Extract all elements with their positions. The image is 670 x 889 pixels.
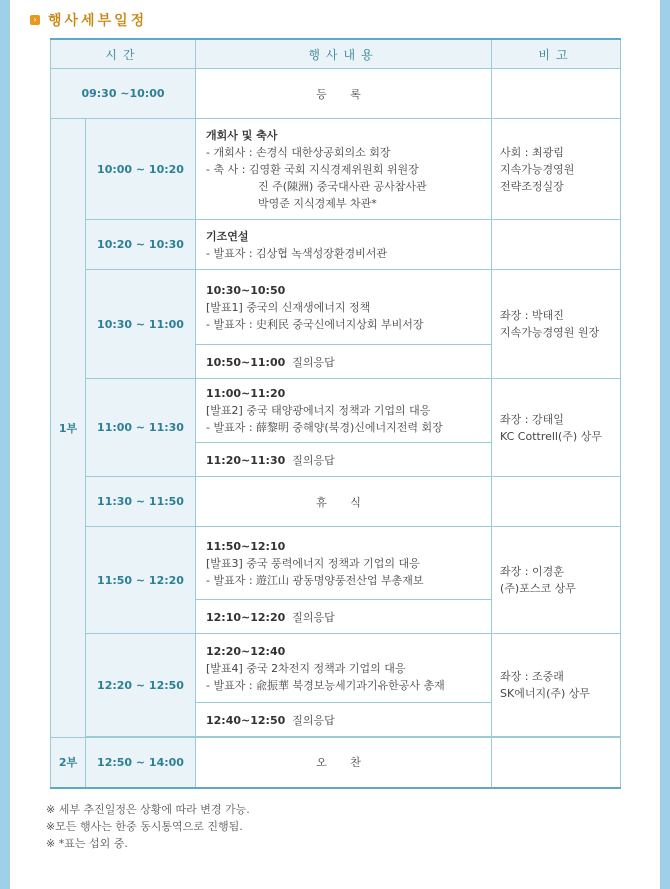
session-subtime: 11:00~11:20	[206, 387, 286, 400]
qa-label: 질의응답	[292, 453, 335, 467]
note-line: KC Cottrell(주) 상무	[500, 429, 602, 443]
session-note	[492, 270, 621, 379]
session-time: 10:20 ~ 10:30	[86, 220, 196, 270]
session-line: - 발표자 : 史利民 중국신에너지상회 부비서장	[206, 317, 424, 331]
session-line: [발표1] 중국의 신재생에너지 정책	[206, 300, 371, 314]
note-line: 좌장 : 강태일	[500, 412, 564, 426]
note-line: 전략조정실장	[500, 179, 564, 193]
session-note	[492, 738, 621, 788]
session-note	[492, 634, 621, 737]
session-line: 박영준 지식경제부 차관*	[258, 196, 377, 210]
qa-label: 질의응답	[292, 713, 335, 727]
session-subtime: 11:50~12:10	[206, 539, 286, 553]
session-note	[492, 379, 621, 477]
chevron-right-icon: ›	[30, 15, 40, 25]
session-line: - 발표자 : 兪振華 북경보능세기과기유한공사 총재	[206, 678, 445, 692]
section-title	[30, 10, 147, 30]
part1-label: 1부	[51, 119, 86, 738]
qa-cell	[196, 703, 492, 737]
note-line: 지속가능경영원 원장	[500, 326, 600, 339]
header-note: 비고	[492, 39, 621, 69]
table-row	[51, 270, 621, 345]
qa-label: 질의응답	[292, 355, 335, 369]
note-line: 좌장 : 조중래	[500, 670, 564, 683]
session-content	[196, 379, 492, 443]
session-time: 11:50 ~ 12:20	[86, 527, 196, 634]
note-line: SK에너지(주) 상무	[500, 687, 591, 700]
session-line: - 발표자 : 김상협 녹색성장환경비서관	[206, 246, 388, 260]
qa-label: 질의응답	[292, 610, 335, 624]
note-line: 지속가능경영원	[500, 162, 575, 176]
session-line: - 발표자 : 遊江山 광동명양풍전산업 부총재보	[206, 573, 424, 587]
table-header-row	[51, 39, 621, 69]
session-note	[492, 220, 621, 270]
table-row	[51, 634, 621, 703]
session-subtime: 10:30~10:50	[206, 283, 286, 297]
table-row	[51, 69, 621, 119]
registration-note	[492, 69, 621, 119]
session-note	[492, 119, 621, 220]
note-line: 좌장 : 이경훈	[500, 565, 564, 578]
session-line: [발표3] 중국 풍력에너지 정책과 기업의 대응	[206, 556, 420, 570]
session-time: 11:30 ~ 11:50	[86, 477, 196, 527]
session-note	[492, 527, 621, 634]
table-row	[51, 477, 621, 527]
session-content	[196, 119, 492, 220]
qa-time: 10:50~11:00	[206, 355, 286, 369]
session-content	[196, 634, 492, 703]
session-content	[196, 270, 492, 345]
left-border-bar	[0, 0, 10, 889]
session-note	[492, 477, 621, 527]
session-time: 12:20 ~ 12:50	[86, 634, 196, 737]
qa-time: 12:40~12:50	[206, 713, 286, 727]
table-row	[51, 527, 621, 600]
table-row	[51, 738, 621, 788]
qa-time: 12:10~12:20	[206, 610, 286, 624]
table-row	[51, 379, 621, 443]
section-title-text: 행사세부일정	[48, 13, 148, 29]
header-time: 시간	[51, 39, 196, 69]
session-line: 진 주(陳洲) 중국대사관 공사참사관	[258, 179, 427, 193]
lunch-label: 오 찬	[196, 738, 492, 788]
session-subtime: 12:20~12:40	[206, 644, 286, 658]
registration-time: 09:30 ~10:00	[51, 69, 196, 119]
session-heading: 기조연설	[206, 229, 249, 243]
footnote: ※ *표는 섭외 중.	[46, 837, 128, 850]
registration-label: 등 록	[196, 69, 492, 119]
qa-time: 11:20~11:30	[206, 453, 286, 467]
session-content	[196, 527, 492, 600]
session-time: 10:30 ~ 11:00	[86, 270, 196, 379]
note-line: 좌장 : 박태진	[500, 309, 564, 322]
qa-cell	[196, 345, 492, 379]
footnote: ※ 세부 추진일정은 상황에 따라 변경 가능.	[46, 803, 250, 816]
footnote: ※모든 행사는 한중 동시통역으로 진행됨.	[46, 820, 243, 833]
note-line: (주)포스코 상무	[500, 582, 576, 595]
session-line: - 발표자 : 薛黎明 중해양(북경)신에너지전력 회장	[206, 421, 443, 434]
session-line: [발표4] 중국 2차전지 정책과 기업의 대응	[206, 661, 406, 675]
session-heading: 개회사 및 축사	[206, 128, 278, 142]
table-row	[51, 119, 621, 220]
qa-cell	[196, 600, 492, 634]
session-content	[196, 220, 492, 270]
session-line: - 축 사 : 김영환 국회 지식경제위원회 위원장	[206, 162, 419, 176]
right-border-bar	[660, 0, 670, 889]
header-content: 행사내용	[196, 39, 492, 69]
schedule-table	[50, 38, 621, 789]
session-line: [발표2] 중국 태양광에너지 정책과 기업의 대응	[206, 404, 431, 417]
session-time: 11:00 ~ 11:30	[86, 379, 196, 477]
session-line: - 개회사 : 손경식 대한상공회의소 회장	[206, 145, 391, 159]
table-row	[51, 220, 621, 270]
note-line: 사회 : 최광림	[500, 145, 564, 159]
qa-cell	[196, 443, 492, 477]
break-label: 휴 식	[196, 477, 492, 527]
session-time: 10:00 ~ 10:20	[86, 119, 196, 220]
part2-label: 2부	[51, 738, 86, 788]
footnotes	[46, 801, 250, 852]
session-time: 12:50 ~ 14:00	[86, 738, 196, 788]
